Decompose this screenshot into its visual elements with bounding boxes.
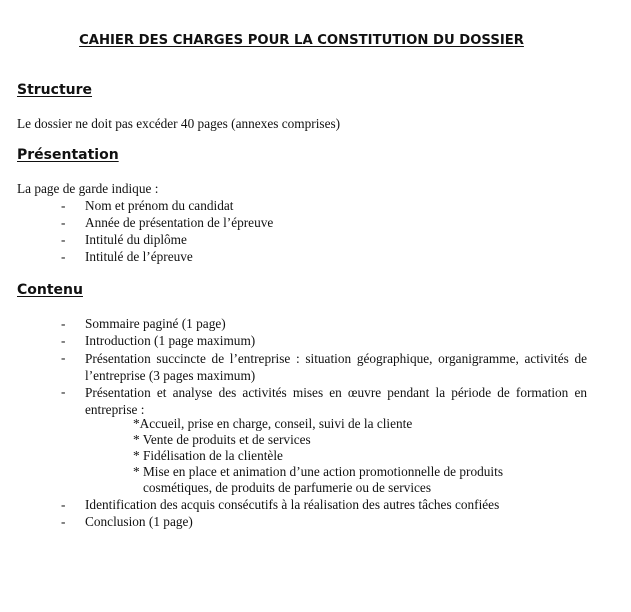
structure-text: Le dossier ne doit pas excéder 40 pages (annexes comprises) bbox=[17, 116, 341, 131]
sub-list-item: * Mise en place et animation d’une action promotionnelle de produits bbox=[133, 464, 503, 479]
sub-list-item-continuation: cosmétiques, de produits de parfumerie ou de services bbox=[143, 480, 432, 495]
dash-bullet: - bbox=[61, 514, 66, 529]
sub-list-item: * Fidélisation de la clientèle bbox=[133, 448, 283, 463]
document-title: CAHIER DES CHARGES POUR LA CONSTITUTION DU DOSSIER bbox=[79, 33, 524, 48]
section-heading-structure: Structure bbox=[17, 82, 93, 98]
list-item-text: Introduction (1 page maximum) bbox=[85, 333, 256, 348]
list-item-text: Présentation succincte de l’entreprise : situation géographique, organigramme, activités de l’entreprise (3 pages maximum) bbox=[85, 351, 587, 383]
presentation-intro: La page de garde indique : bbox=[17, 181, 159, 196]
section-heading-presentation: Présentation bbox=[17, 147, 119, 163]
dash-bullet: - bbox=[61, 198, 66, 213]
list-item-text: Intitulé de l’épreuve bbox=[85, 249, 193, 264]
list-item-text: Nom et prénom du candidat bbox=[85, 198, 234, 213]
sub-list-item: * Vente de produits et de services bbox=[133, 432, 311, 447]
dash-bullet: - bbox=[61, 232, 66, 247]
list-item-text: Intitulé du diplôme bbox=[85, 232, 187, 247]
dash-bullet: - bbox=[61, 215, 66, 230]
list-item-text: Présentation et analyse des activités mises en œuvre pendant la période de formation en entreprise : bbox=[85, 385, 587, 417]
dash-bullet: - bbox=[61, 333, 66, 348]
section-heading-contenu: Contenu bbox=[17, 282, 83, 298]
dash-bullet: - bbox=[61, 249, 66, 264]
list-item-text: Conclusion (1 page) bbox=[85, 514, 193, 529]
sub-list-item: *Accueil, prise en charge, conseil, suivi de la cliente bbox=[133, 416, 413, 431]
list-item-text: Année de présentation de l’épreuve bbox=[85, 215, 274, 230]
list-item-text: Sommaire paginé (1 page) bbox=[85, 316, 226, 331]
dash-bullet: - bbox=[61, 350, 66, 365]
dash-bullet: - bbox=[61, 316, 66, 331]
dash-bullet: - bbox=[61, 384, 66, 399]
list-item-text: Identification des acquis consécutifs à la réalisation des autres tâches confiées bbox=[85, 497, 500, 512]
dash-bullet: - bbox=[61, 497, 66, 512]
